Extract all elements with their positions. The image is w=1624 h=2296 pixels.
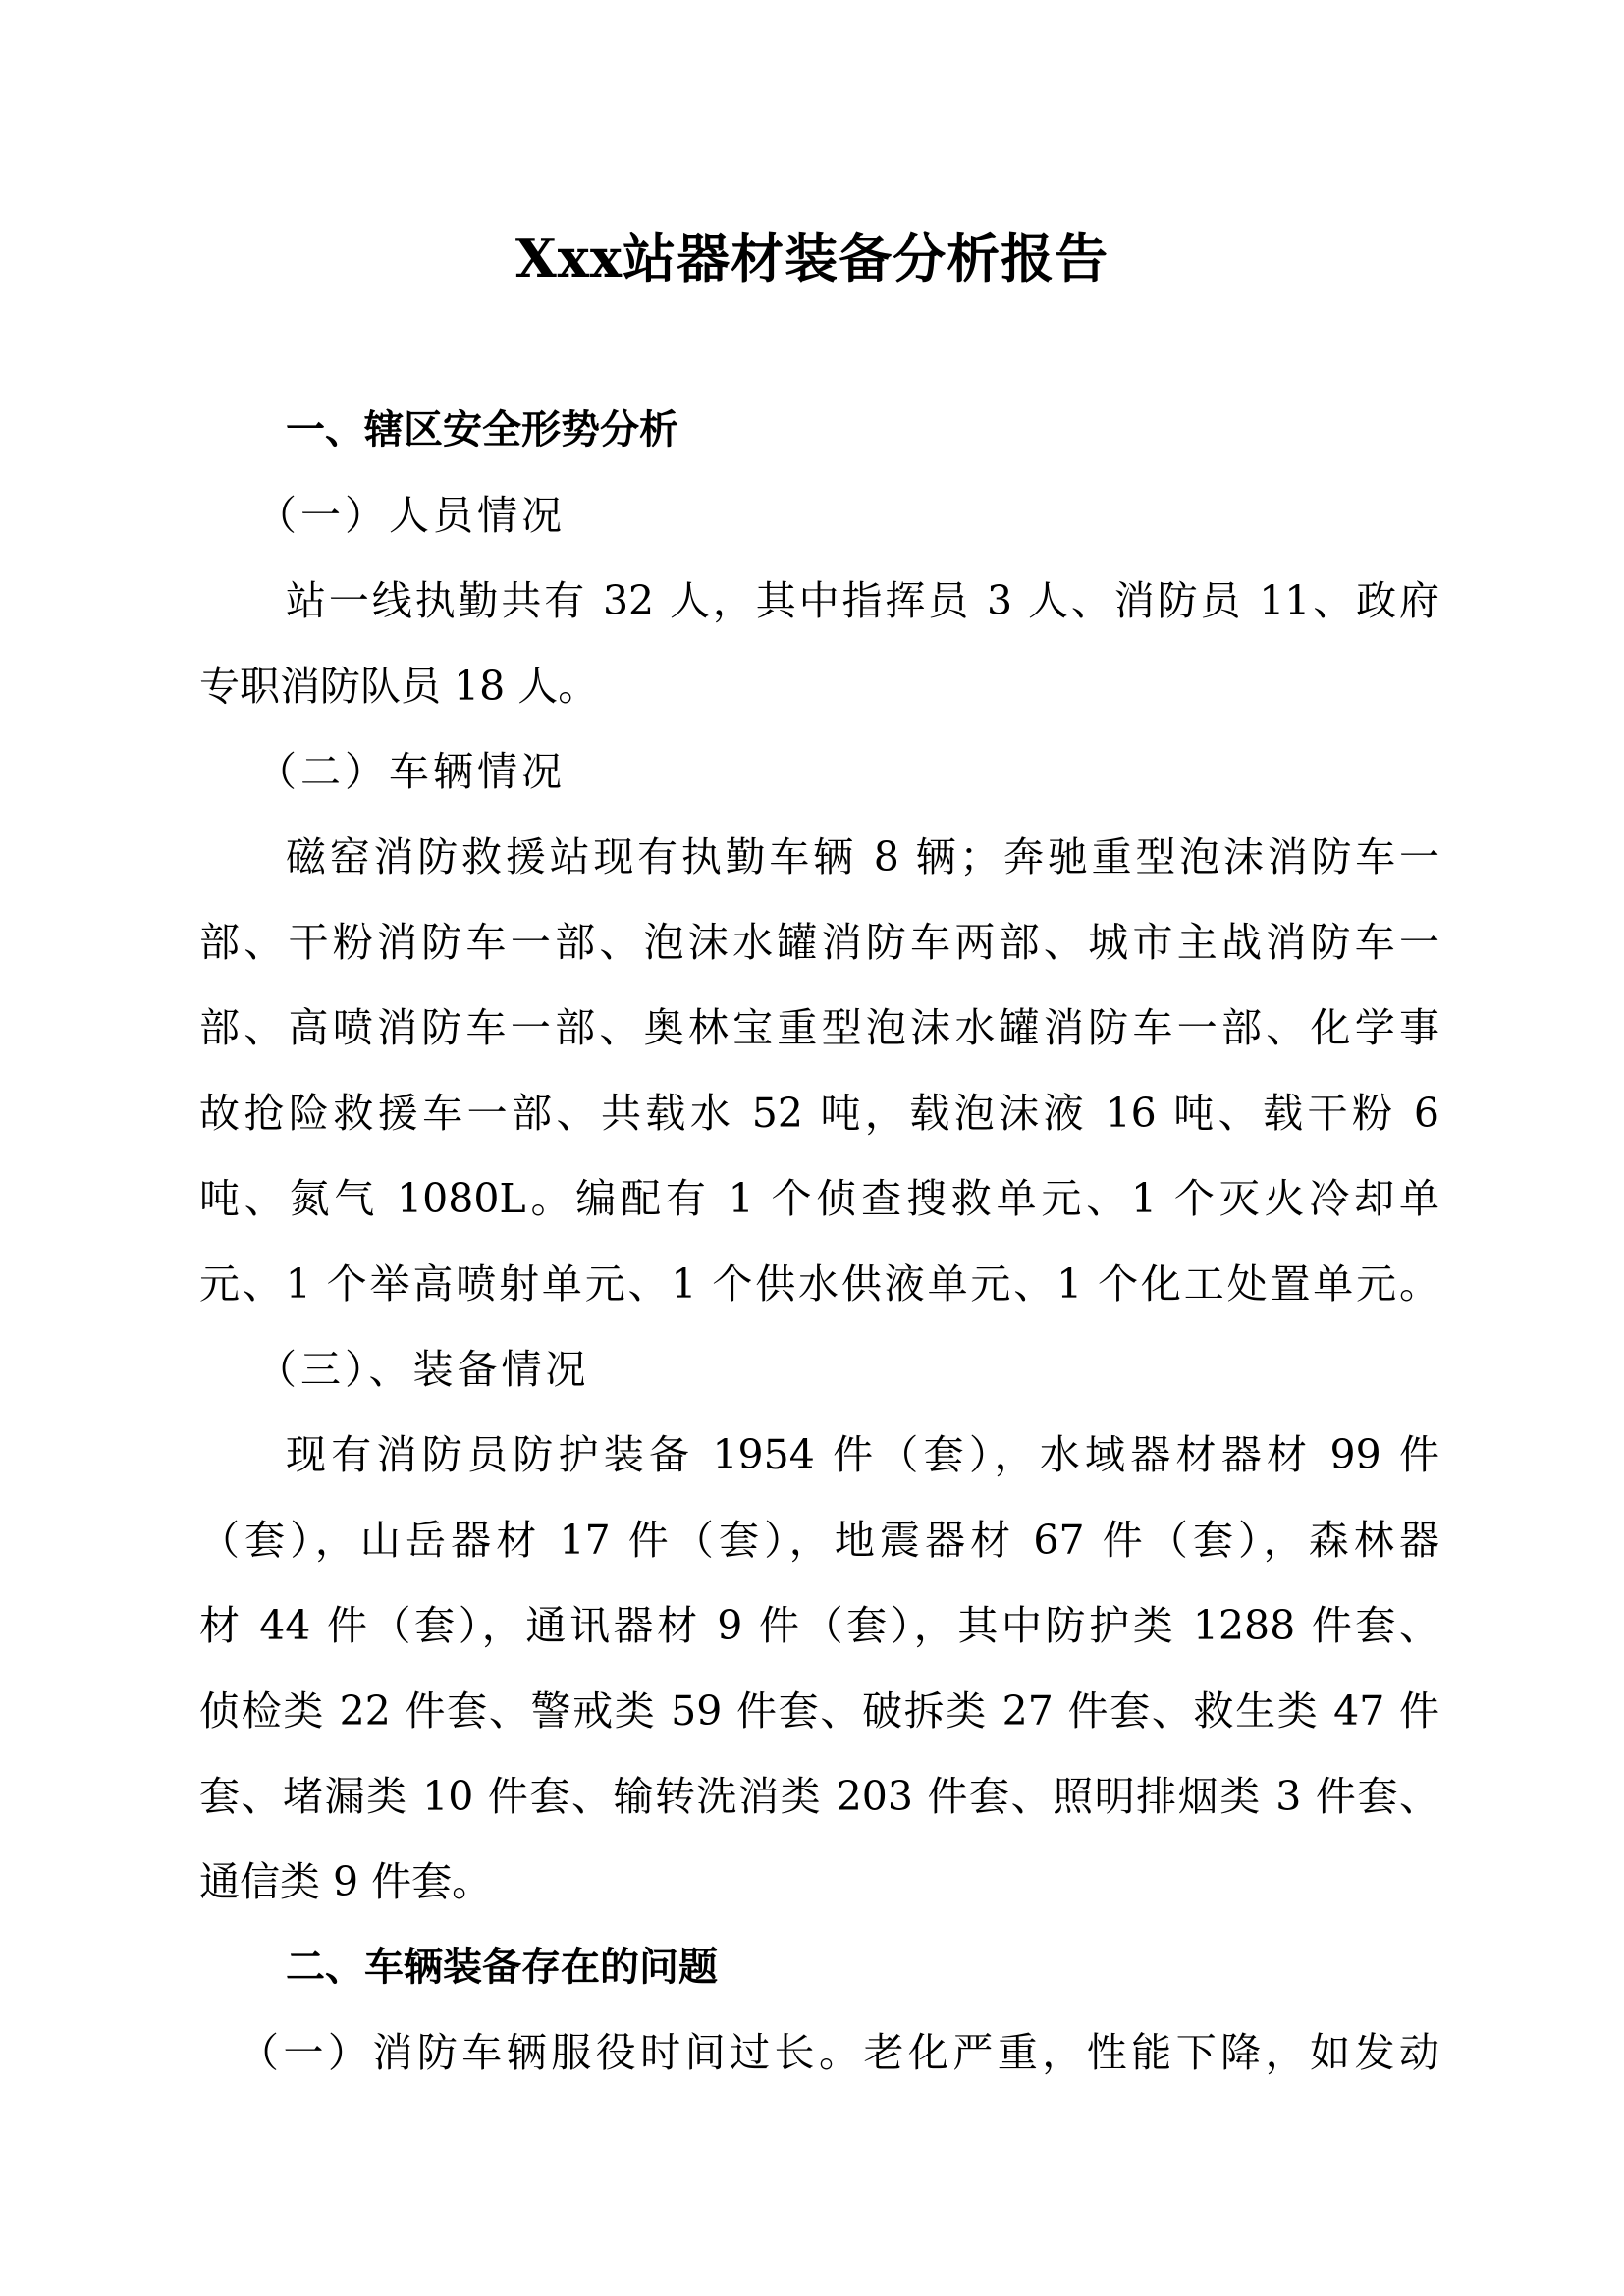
subheading-personnel: （一）人员情况 bbox=[256, 492, 566, 539]
paragraph-line: 站一线执勤共有 32 人，其中指挥员 3 人、消防员 11、政府 bbox=[286, 577, 1439, 624]
document-title: Xxx站器材装备分析报告 bbox=[514, 227, 1110, 290]
paragraph-line: （一）消防车辆服役时间过长。老化严重，性能下降，如发动 bbox=[239, 2029, 1439, 2076]
paragraph-line: 套、堵漏类 10 件套、输转洗消类 203 件套、照明排烟类 3 件套、 bbox=[199, 1773, 1439, 1820]
section-heading-2: 二、车辆装备存在的问题 bbox=[286, 1945, 718, 1990]
paragraph-line: 通信类 9 件套。 bbox=[199, 1858, 493, 1905]
paragraph-line: 部、干粉消防车一部、泡沫水罐消防车两部、城市主战消防车一 bbox=[199, 919, 1439, 966]
paragraph-line: 吨、氮气 1080L。编配有 1 个侦查搜救单元、1 个灭火冷却单 bbox=[199, 1175, 1439, 1222]
paragraph-line: 元、1 个举高喷射单元、1 个供水供液单元、1 个化工处置单元。 bbox=[199, 1260, 1439, 1308]
paragraph-line: 现有消防员防护装备 1954 件（套），水域器材器材 99 件 bbox=[286, 1431, 1439, 1478]
section-heading-1: 一、辖区安全形势分析 bbox=[286, 407, 678, 453]
subheading-equipment: （三）、装备情况 bbox=[256, 1346, 590, 1393]
paragraph-line: 部、高喷消防车一部、奥林宝重型泡沫水罐消防车一部、化学事 bbox=[199, 1004, 1439, 1051]
paragraph-line: 磁窑消防救援站现有执勤车辆 8 辆；奔驰重型泡沫消防车一 bbox=[286, 833, 1439, 881]
document-body bbox=[199, 388, 1439, 2096]
paragraph-line: 侦检类 22 件套、警戒类 59 件套、破拆类 27 件套、救生类 47 件 bbox=[199, 1687, 1439, 1735]
paragraph-line: 专职消防队员 18 人。 bbox=[199, 663, 599, 710]
paragraph-line: （套），山岳器材 17 件（套），地震器材 67 件（套），森林器 bbox=[199, 1517, 1439, 1564]
paragraph-line: 故抢险救援车一部、共载水 52 吨，载泡沫液 16 吨、载干粉 6 bbox=[199, 1090, 1439, 1137]
paragraph-line: 材 44 件（套），通讯器材 9 件（套），其中防护类 1288 件套、 bbox=[199, 1602, 1439, 1649]
subheading-vehicles: （二）车辆情况 bbox=[256, 748, 566, 795]
